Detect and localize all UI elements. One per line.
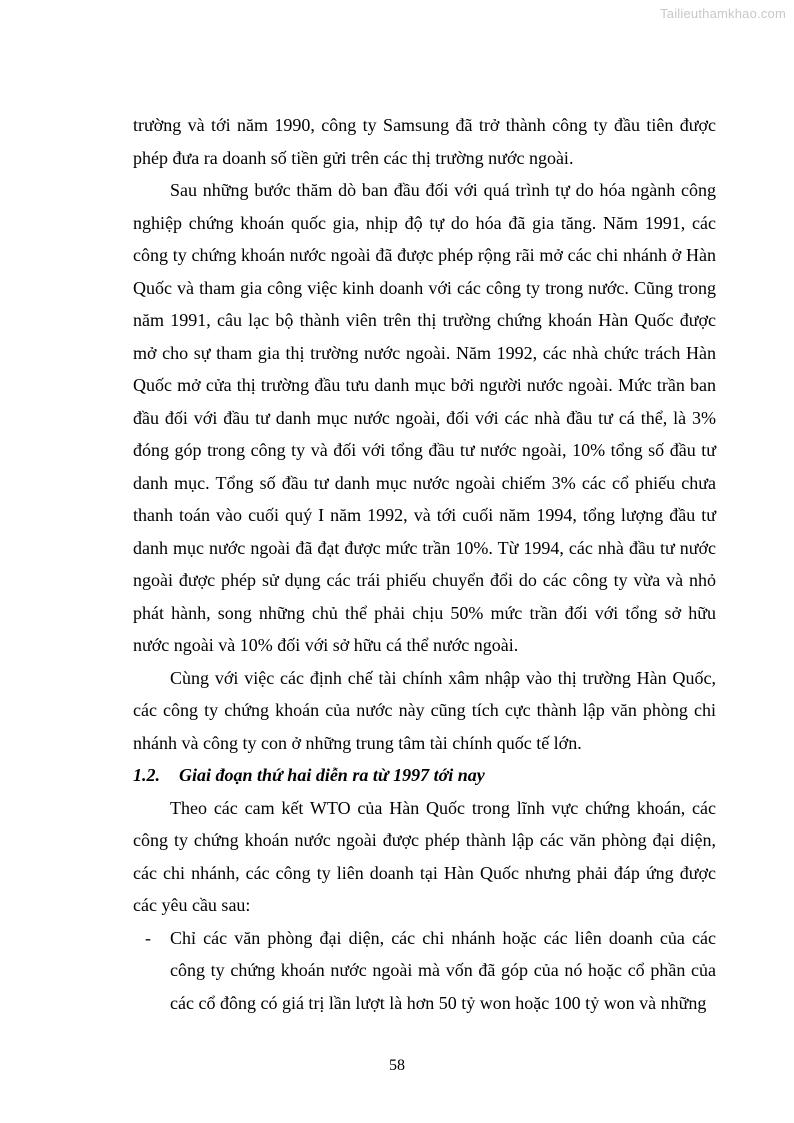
document-body — [133, 109, 716, 1019]
section-number: 1.2. — [133, 765, 160, 785]
section-heading — [133, 759, 716, 792]
paragraph-continuation: trường và tới năm 1990, công ty Samsung đã trở thành công ty đầu tiên được phép đưa ra doanh số tiền gửi trên các thị trường nước ngoài. — [133, 115, 716, 168]
paragraph-korean-firms-abroad: Cùng với việc các định chế tài chính xâm nhập vào thị trường Hàn Quốc, các công ty chứng khoán của nước này cũng tích cực thành lập văn phòng chi nhánh và công ty con ở những trung tâm tài chính quốc tế lớn. — [133, 667, 716, 753]
paragraph-liberalization: Sau những bước thăm dò ban đầu đối với quá trình tự do hóa ngành công nghiệp chứng khoán quốc gia, nhịp độ tự do hóa đã gia tăng. Năm 1991, các công ty chứng khoán nước ngoài đã được phép rộng rãi mở các chi nhánh ở Hàn Quốc và tham gia công việc kinh doanh với các công ty trong nước. Cũng trong năm 1991, câu lạc bộ thành viên trên thị trường chứng khoán Hàn Quốc được mở cho sự tham gia thị trường nước ngoài. Năm 1992, các nhà chức trách Hàn Quốc mở cửa thị trường đầu tưu danh mục bởi người nước ngoài. Mức trần ban đầu đối với đầu tư danh mục nước ngoài, đối với các nhà đầu tư cá thể, là 3% đóng góp trong công ty và đối với tổng đầu tư nước ngoài, 10% tổng số đầu tư danh mục. Tổng số đầu tư danh mục nước ngoài chiếm 3% các cổ phiếu chưa thanh toán vào cuối quý I năm 1992, và tới cuối năm 1994, tổng lượng đầu tư danh mục nước ngoài đã đạt được mức trần 10%. Từ 1994, các nhà đầu tư nước ngoài được phép sử dụng các trái phiếu chuyển đổi do các công ty vừa và nhỏ phát hành, song những chủ thể phải chịu 50% mức trần đối với tổng sở hữu nước ngoài và 10% đối với sở hữu cá thể nước ngoài. — [133, 180, 716, 655]
page-number: 58 — [389, 1057, 405, 1074]
list-item — [133, 922, 716, 1020]
section-title: Giai đoạn thứ hai diễn ra từ 1997 tới nay — [179, 765, 485, 785]
paragraph-wto-commitments: Theo các cam kết WTO của Hàn Quốc trong lĩnh vực chứng khoán, các công ty chứng khoán nước ngoài được phép thành lập các văn phòng đại diện, các chi nhánh, các công ty liên doanh tại Hàn Quốc nhưng phải đáp ứng được các yêu cầu sau: — [133, 797, 716, 915]
bullet-marker: - — [145, 927, 151, 948]
watermark: Tailieuthamkhao.com — [660, 6, 786, 21]
list-item-text: Chỉ các văn phòng đại diện, các chi nhánh hoặc các liên doanh của các công ty chứng khoán nước ngoài mà vốn đã góp của nó hoặc cổ phần của các cổ đông có giá trị lần lượt là hơn 50 tỷ won hoặc 100 tỷ won và những — [170, 927, 716, 1013]
